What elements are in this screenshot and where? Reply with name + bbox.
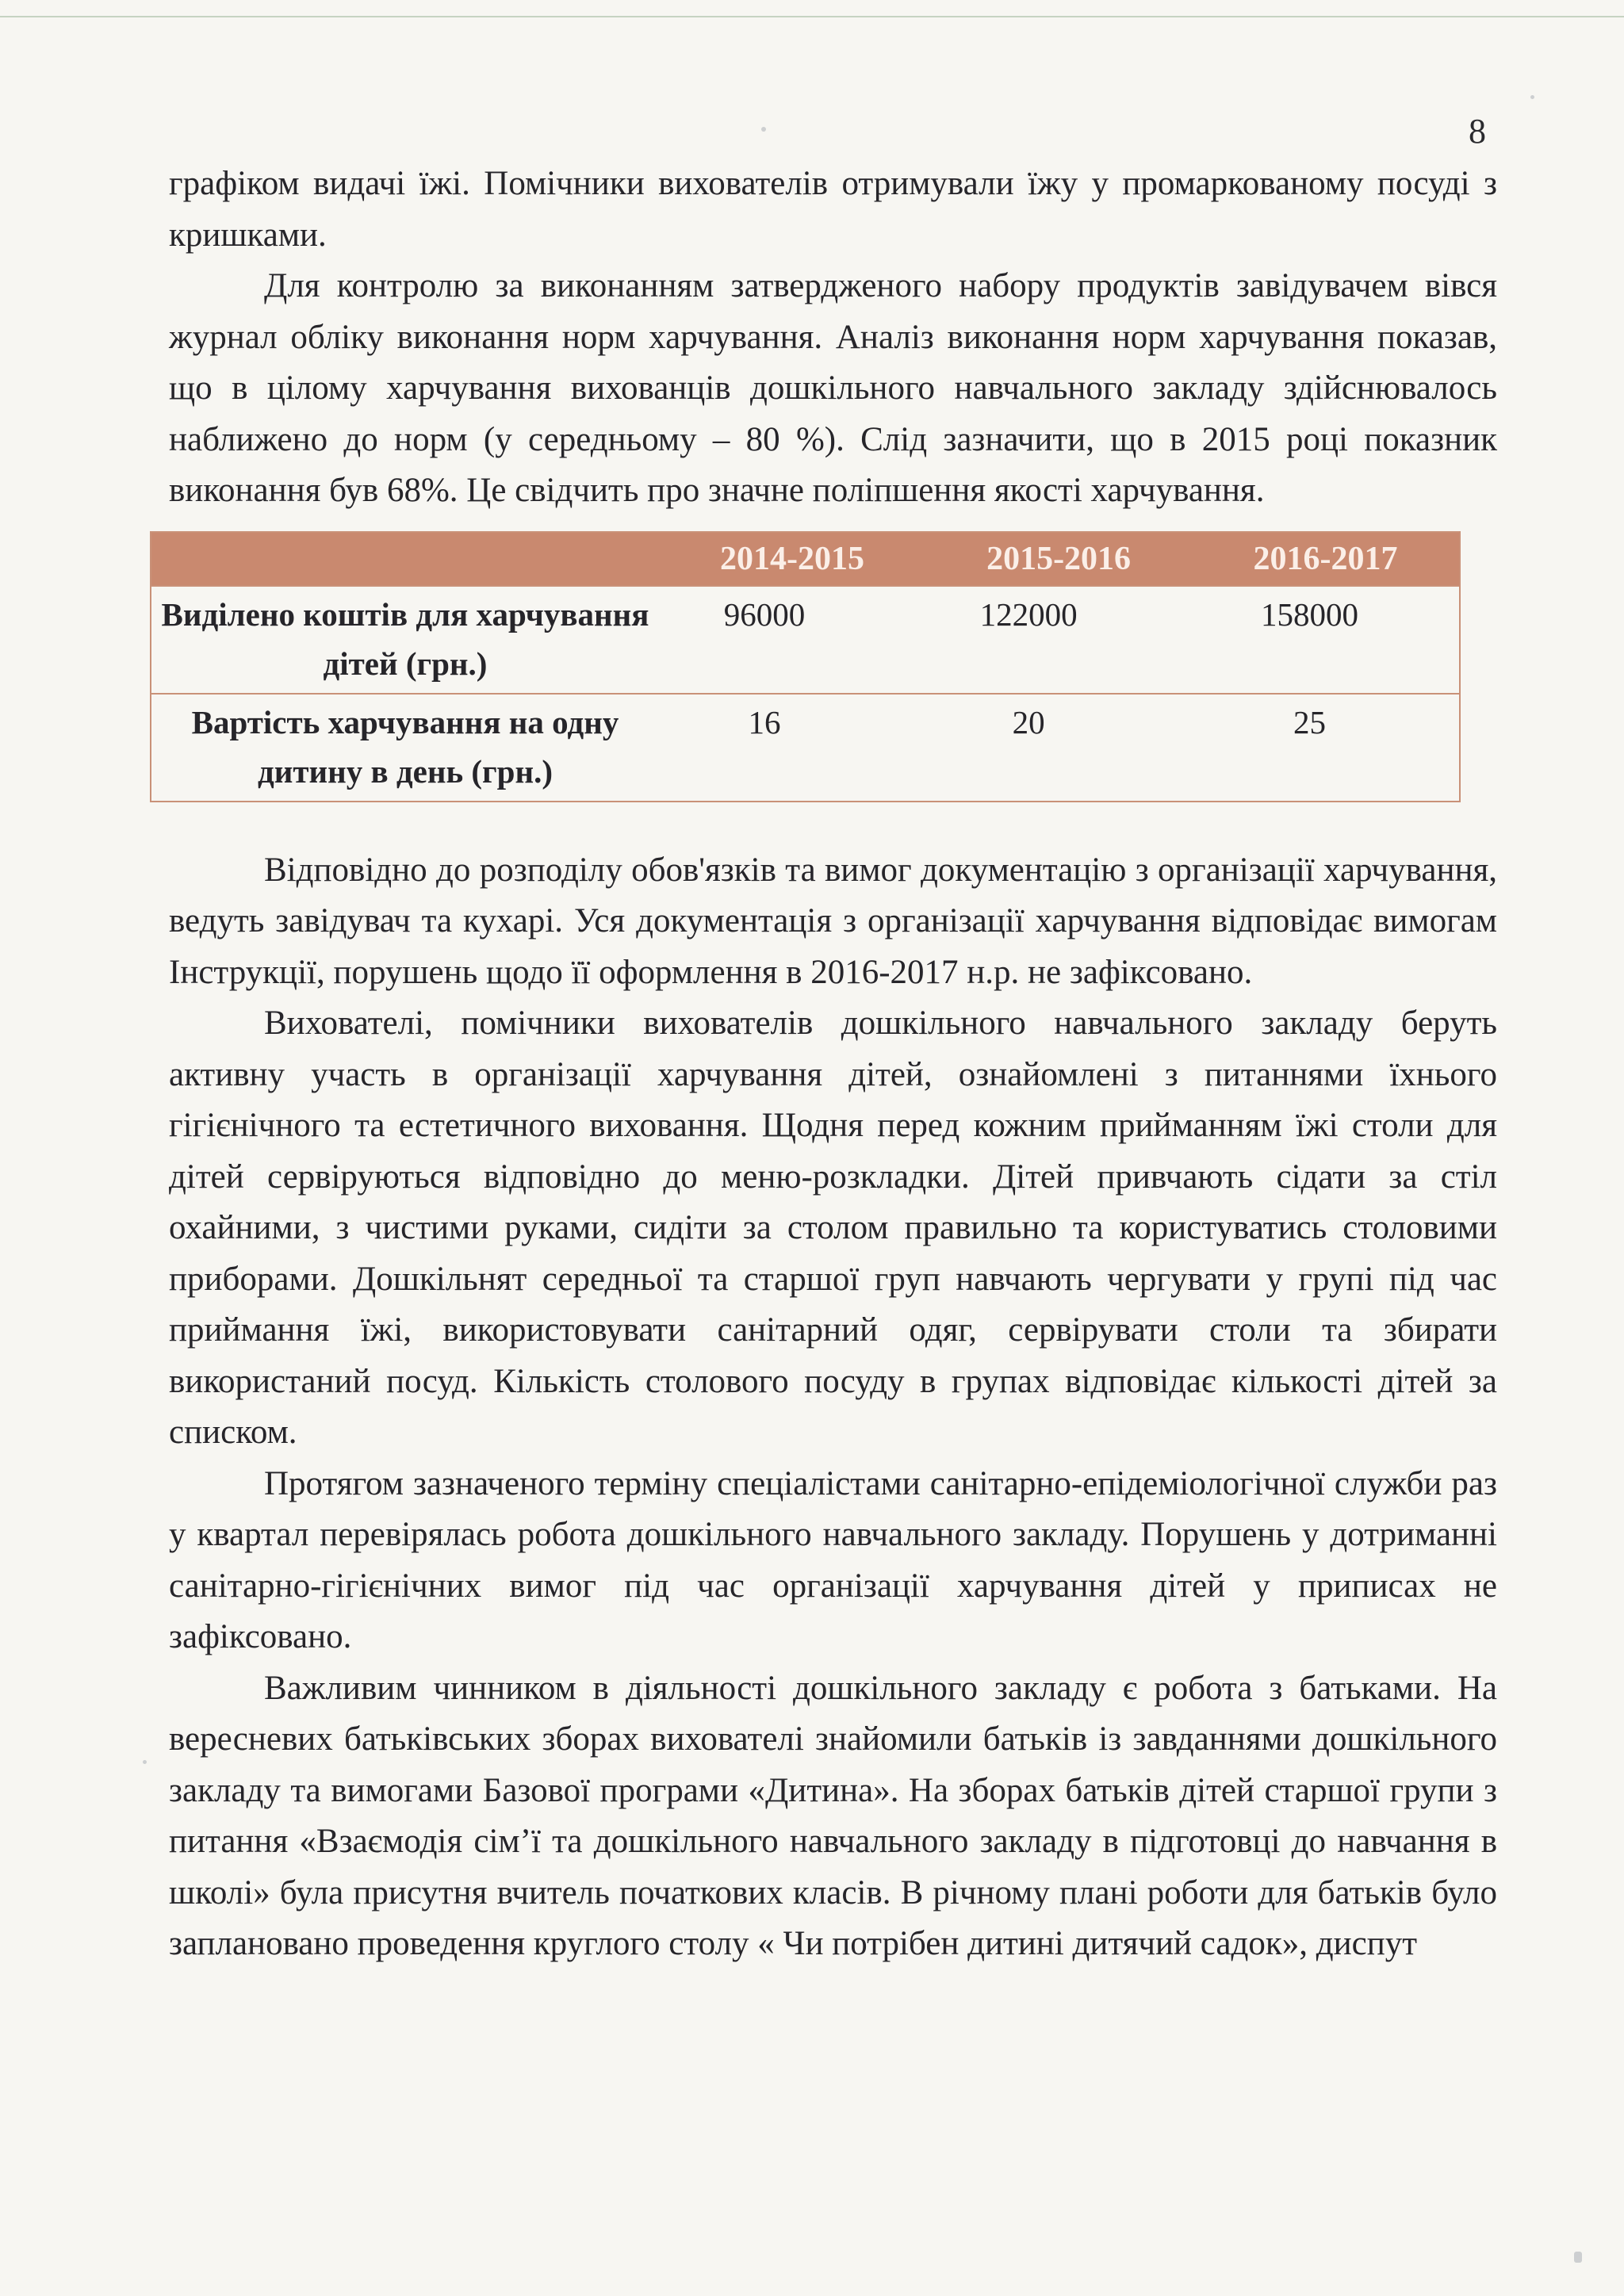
paragraph-continuation: графіком видачі їжі. Помічники вихователів отримували їжу у промаркованому посуді з кришками. — [169, 165, 1497, 254]
table-cell — [925, 694, 1192, 802]
cell-value: 122000 — [979, 595, 1078, 633]
table-cell — [925, 586, 1192, 694]
table-header-year: 2014-2015 — [659, 532, 925, 586]
table-header-year: 2015-2016 — [925, 532, 1192, 586]
scan-speck — [1530, 95, 1534, 99]
scan-speck — [143, 1760, 147, 1764]
document-body — [161, 159, 1497, 1970]
table-row — [151, 586, 1460, 694]
table-cell — [1192, 586, 1460, 694]
cell-value: 96000 — [723, 595, 806, 633]
cell-value: 158000 — [1261, 595, 1359, 633]
row-label: Виділено коштів для харчування дітей (грн.) — [151, 586, 659, 694]
table-header-year: 2016-2017 — [1192, 532, 1460, 586]
cell-value: 25 — [1293, 703, 1327, 740]
scan-top-edge — [0, 16, 1624, 17]
table-cell — [659, 694, 925, 802]
nutrition-funding-table — [150, 531, 1461, 802]
cell-value: 20 — [1012, 703, 1045, 740]
cell-value: 16 — [748, 703, 781, 740]
table-cell — [1192, 694, 1460, 802]
row-label: Вартість харчування на одну дитину в день (грн.) — [191, 703, 619, 790]
page-number: 8 — [1469, 112, 1486, 151]
table-header-empty — [151, 532, 659, 586]
table-header-row — [151, 532, 1460, 586]
table-row — [151, 694, 1460, 802]
paragraph-nutrition-control: Для контролю за виконанням затвердженого набору продуктів завідувачем вівся журнал обліку виконання норм харчування. Аналіз виконання норм харчування показав, що в цілому харчування вихованців дошкільного навчального закладу здійснювалось наближено до норм (у середньому – 80 %). Слід зазначити, що в 2015 році показник виконання був 68%. Це свідчить про значне поліпшення якості харчування. — [169, 267, 1497, 509]
scan-speck — [761, 127, 766, 132]
table-cell — [659, 586, 925, 694]
scan-speck — [1574, 2252, 1582, 2263]
paragraph-parents: Важливим чинником в діяльності дошкільного закладу є робота з батьками. На вересневих батьківських зборах вихователі знайомили батьків із завданнями дошкільного закладу та вимогами Базової програми «Дитина». На зборах батьків дітей старшої групи з питання «Взаємодія сім’ї та дошкільного навчального закладу в підготовці до навчання в школі» була присутня вчитель початкових класів. В річному плані роботи для батьків було заплановано проведення круглого столу « Чи потрібен дитині дитячий садок», диспут — [169, 1669, 1497, 1962]
paragraph-educators: Вихователі, помічники вихователів дошкільного навчального закладу беруть активну участь в організації харчування дітей, ознайомлені з питаннями їхнього гігієнічного та естетичного виховання. Щодня перед кожним прийманням їжі столи для дітей сервіруються відповідно до меню-розкладки. Дітей привчають сідати за стіл охайними, з чистими руками, сидіти за столом правильно та користуватись столовими приборами. Дошкільнят середньої та старшої груп навчають чергувати у групі під час приймання їжі, використовувати санітарний одяг, сервірувати столи та збирати використаний посуд. Кількість столового посуду в групах відповідає кількості дітей за списком. — [169, 1004, 1497, 1451]
paragraph-sanitary-inspection: Протягом зазначеного терміну спеціалістами санітарно-епідеміологічної служби раз у квартал перевірялась робота дошкільного навчального закладу. Порушень у дотриманні санітарно-гігієнічних вимог під час організації харчування дітей у приписах не зафіксовано. — [169, 1464, 1497, 1655]
paragraph-documentation: Відповідно до розподілу обов'язків та вимог документацію з організації харчування, ведуть завідувач та кухарі. Уся документація з організації харчування відповідає вимогам Інструкції, порушень щодо її оформлення в 2016-2017 н.р. не зафіксовано. — [169, 851, 1497, 991]
